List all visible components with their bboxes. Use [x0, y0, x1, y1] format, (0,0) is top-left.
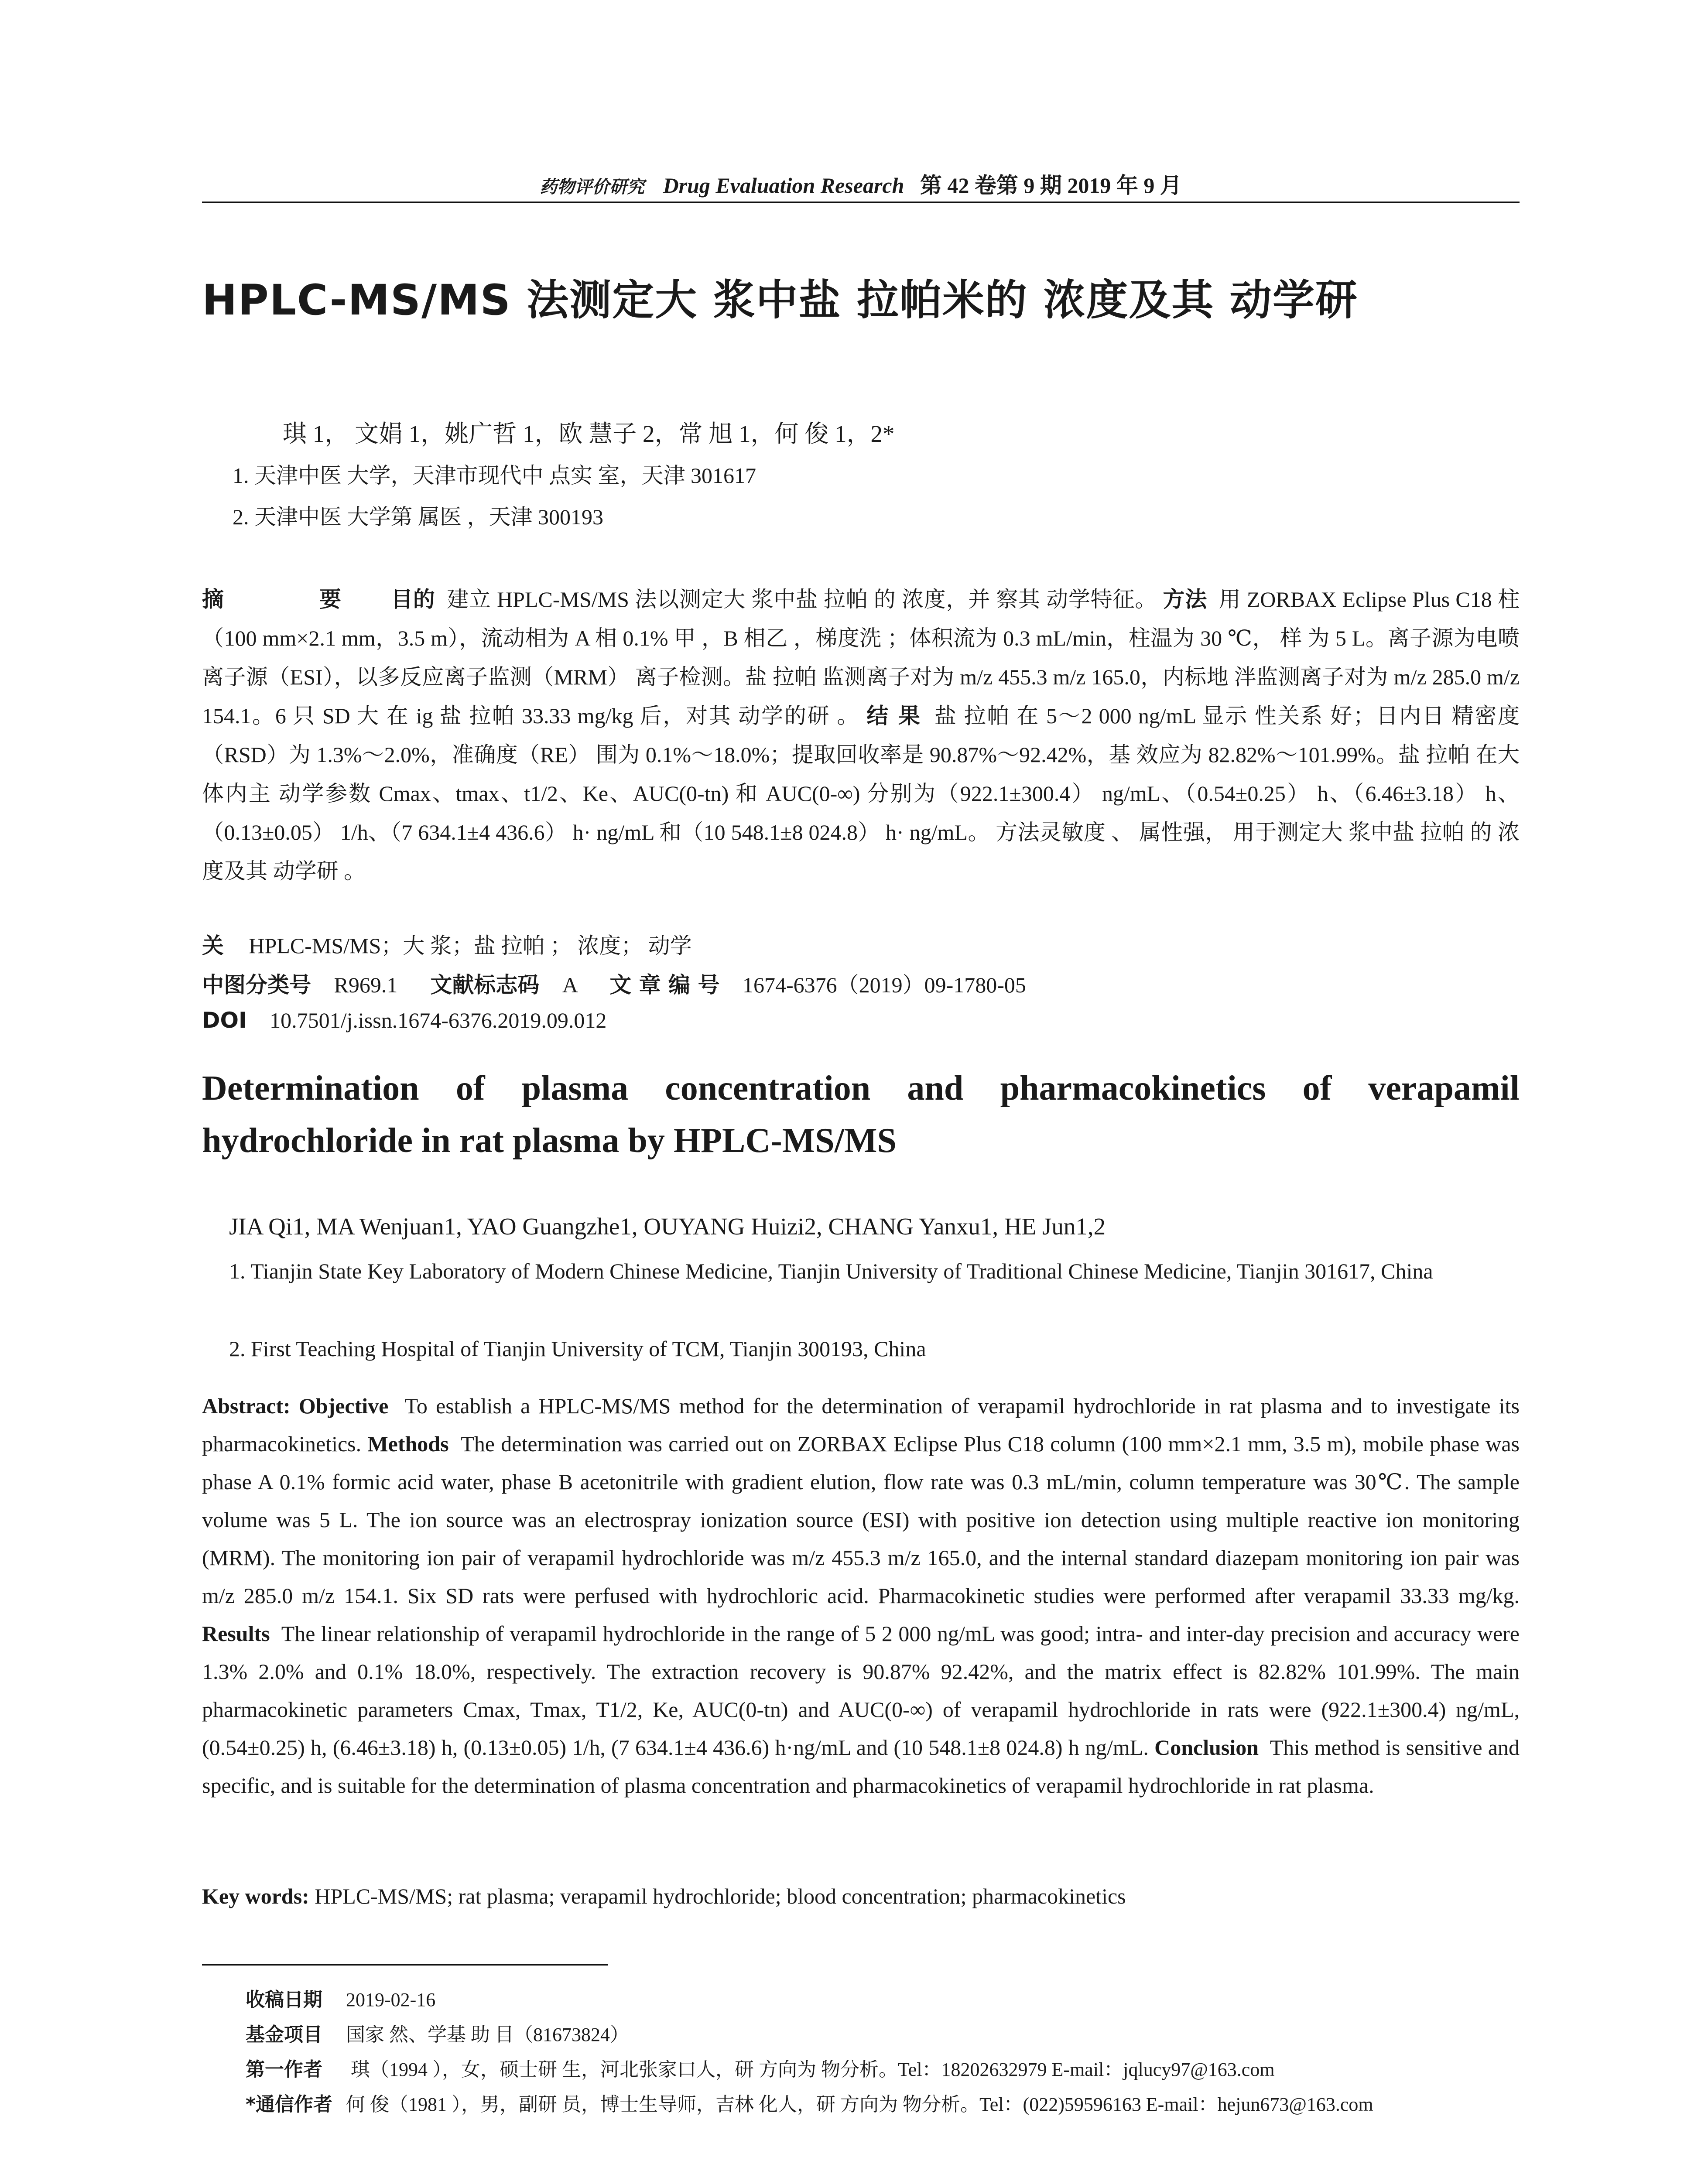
- methods-label-en: Methods: [367, 1432, 449, 1456]
- conclusion-label-en: Conclusion: [1154, 1735, 1259, 1760]
- methods-label-zh: 方法: [1163, 587, 1208, 612]
- doc-code-label: 文献标志码: [430, 972, 540, 998]
- clc-label: 中图分类号: [202, 972, 311, 998]
- affiliation-zh-2: 2. 天津中医 大学第 属医 ，天津 300193: [233, 505, 603, 529]
- doi-line: [202, 1008, 606, 1033]
- conclusion-zh: 方法灵敏度 、 属性强， 用于测定大 浆中盐 拉帕 的 浓度及其 动学研 。: [202, 820, 1520, 883]
- journal-logo: 药物评价研究: [540, 177, 645, 197]
- abstract-zh-label: 摘 要: [202, 587, 385, 612]
- running-header: [202, 168, 1520, 199]
- keywords-zh-text: HPLC-MS/MS；大 浆；盐 拉帕 ； 浓度； 动学: [249, 933, 692, 958]
- methods-zh: 用 ZORBAX Eclipse Plus C18 柱（100 mm×2.1 mm，3.5 m），流动相为 A 相 0.1% 甲 ，B 相乙 ，梯度洗 ；体积流为 0.3 mL/min，柱温为 30 ℃， 样 为 5 L。离子源为电喷 离子源（ESI），以多反应离子监测（MRM） 离子检测。盐 拉帕 监测离子对为 m/z 455.3 m/z 165.0，内标地 泮监测离子对为 m/z 285.0 m/z 154.1。6 只 SD 大 在 ig 盐 拉帕 33.33 mg/kg 后，对其 动学的研 。: [202, 587, 1520, 728]
- affiliation-zh-1: 1. 天津中医 大学，天津市现代中 点实 室，天津 301617: [233, 463, 756, 488]
- doi-value: 10.7501/j.issn.1674-6376.2019.09.012: [270, 1008, 607, 1032]
- abstract-en-label: Abstract:: [202, 1394, 291, 1418]
- affiliation-en-2: 2. First Teaching Hospital of Tianjin University of TCM, Tianjin 300193, China: [229, 1337, 926, 1361]
- title-en: Determination of plasma concentration and pharmacokinetics of verapamil hydrochloride in rat plasma by HPLC-MS/MS: [202, 1069, 1520, 1160]
- keywords-en-text: HPLC-MS/MS; rat plasma; verapamil hydrochloride; blood concentration; pharmacokinetics: [315, 1884, 1126, 1908]
- footnote-first-author-label: 第一作者: [246, 2058, 322, 2081]
- footnote-received-text: 2019-02-16: [346, 1989, 436, 2010]
- objective-en: To establish a HPLC-MS/MS method for the determination of verapamil hydrochloride in rat plasma and to investigate its pharmacokinetics.: [202, 1394, 1520, 1456]
- doi-label: DOI: [202, 1008, 247, 1033]
- footnote-corresponding-label: *通信作者: [246, 2093, 333, 2116]
- article-number-value: 1674-6376（2019）09-1780-05: [742, 973, 1026, 997]
- results-zh: 盐 拉帕 在 5～2 000 ng/mL 显示 性关系 好；日内日 精密度（RSD）为 1.3%～2.0%，准确度（RE） 围为 0.1%～18.0%；提取回收率是 90.87%～92.42%，基 效应为 82.82%～101.99%。盐 拉帕 在大 体内主 动学参数 Cmax、tmax、t1/2、Ke、AUC(0-tn) 和 AUC(0-∞) 分别为（922.1±300.4） ng/mL、（0.54±0.25） h、（6.46±3.18） h、（0.13±0.05） 1/h、（7 634.1±4 436.6） h· ng/mL 和（10 548.1±8 024.8） h· ng/mL。: [202, 704, 1520, 844]
- methods-en: The determination was carried out on ZORBAX Eclipse Plus C18 column (100 mm×2.1 mm, 3.5 m), mobile phase was phase A 0.1% formic acid water, phase B acetonitrile with gradient elution, flow rate was 0.3 mL/min, column temperature was 30℃. The sample volume was 5 L. The ion source was an electrospray ionization source (ESI) with positive ion detection using multiple reactive ion monitoring (MRM). The monitoring ion pair of verapamil hydrochloride was m/z 455.3 m/z 165.0, and the internal standard diazepam monitoring ion pair was m/z 285.0 m/z 154.1. Six SD rats were perfused with hydrochloric acid. Pharmacokinetic studies were performed after verapamil 33.33 mg/kg.: [202, 1432, 1520, 1608]
- journal-name: Drug Evaluation Research: [663, 173, 904, 198]
- keywords-en-label: Key words:: [202, 1884, 309, 1908]
- objective-zh: 建立 HPLC-MS/MS 法以测定大 浆中盐 拉帕 的 浓度，并 察其 动学特征。: [447, 587, 1157, 612]
- footnote-received: [246, 1984, 435, 2012]
- article-number-label: 文 章 编 号: [609, 972, 720, 998]
- header-rule: [202, 202, 1520, 203]
- affiliation-en-1: 1. Tianjin State Key Laboratory of Modern Chinese Medicine, Tianjin University of Traditional Chinese Medicine, Tianjin 301617, China: [229, 1259, 1433, 1283]
- keywords-zh: [202, 928, 692, 960]
- clc-value: R969.1: [334, 973, 398, 997]
- results-label-zh: 结 果: [866, 703, 921, 728]
- doc-code-value: A: [562, 973, 577, 997]
- abstract-zh: [202, 580, 1520, 891]
- conclusion-en: This method is sensitive and specific, and is suitable for the determination of plasma concentration and pharmacokinetics of verapamil hydrochloride in rat plasma.: [202, 1735, 1520, 1798]
- footnote-rule: [202, 1964, 608, 1966]
- footnote-fund-label: 基金项目: [246, 2024, 322, 2046]
- issue-info: 第 42 卷第 9 期 2019 年 9 月: [920, 173, 1182, 198]
- objective-label-zh: 目的: [391, 587, 435, 612]
- footnote-received-label: 收稿日期: [246, 1989, 322, 2011]
- footnote-fund: [246, 2019, 629, 2047]
- authors-zh: 琪 1， 文娟 1，姚广哲 1，欧 慧子 2，常 旭 1，何 俊 1，2*: [283, 420, 895, 447]
- keywords-zh-label: 关: [202, 933, 232, 958]
- footnote-fund-text: 国家 然、学基 助 目（81673824）: [346, 2024, 629, 2045]
- title-zh: HPLC-MS/MS 法测定大 浆中盐 拉帕米的 浓度及其 动学研: [202, 276, 1358, 325]
- footnote-corresponding-text: 何 俊（1981 ），男，副研 员，博士生导师，吉林 化人，研 方向为 物分析。Tel：(022)59596163 E-mail：hejun673@163.com: [346, 2094, 1373, 2115]
- authors-en: JIA Qi1, MA Wenjuan1, YAO Guangzhe1, OUYANG Huizi2, CHANG Yanxu1, HE Jun1,2: [229, 1213, 1106, 1240]
- footnote-first-author: [246, 2054, 1275, 2082]
- footnote-first-author-text: 琪（1994 ），女，硕士研 生，河北张家口人，研 方向为 物分析。Tel：18202632979 E-mail：jqlucy97@163.com: [346, 2059, 1275, 2080]
- keywords-en: [202, 1884, 1126, 1909]
- results-label-en: Results: [202, 1621, 270, 1646]
- footnote-corresponding: [246, 2089, 1373, 2116]
- objective-label-en: Objective: [298, 1394, 389, 1418]
- abstract-en: [202, 1387, 1520, 1805]
- results-en: The linear relationship of verapamil hydrochloride in the range of 5 2 000 ng/mL was good; intra- and inter-day precision and accuracy were 1.3% 2.0% and 0.1% 18.0%, respectively. The extraction recovery is 90.87% 92.42%, and the matrix effect is 82.82% 101.99%. The main pharmacokinetic parameters Cmax, Tmax, T1/2, Ke, AUC(0-tn) and AUC(0-∞) of verapamil hydrochloride in rats were (922.1±300.4) ng/mL, (0.54±0.25) h, (6.46±3.18) h, (0.13±0.05) 1/h, (7 634.1±4 436.6) h·ng/mL and (10 548.1±8 024.8) h ng/mL.: [202, 1621, 1520, 1760]
- classification-line: [202, 967, 1026, 999]
